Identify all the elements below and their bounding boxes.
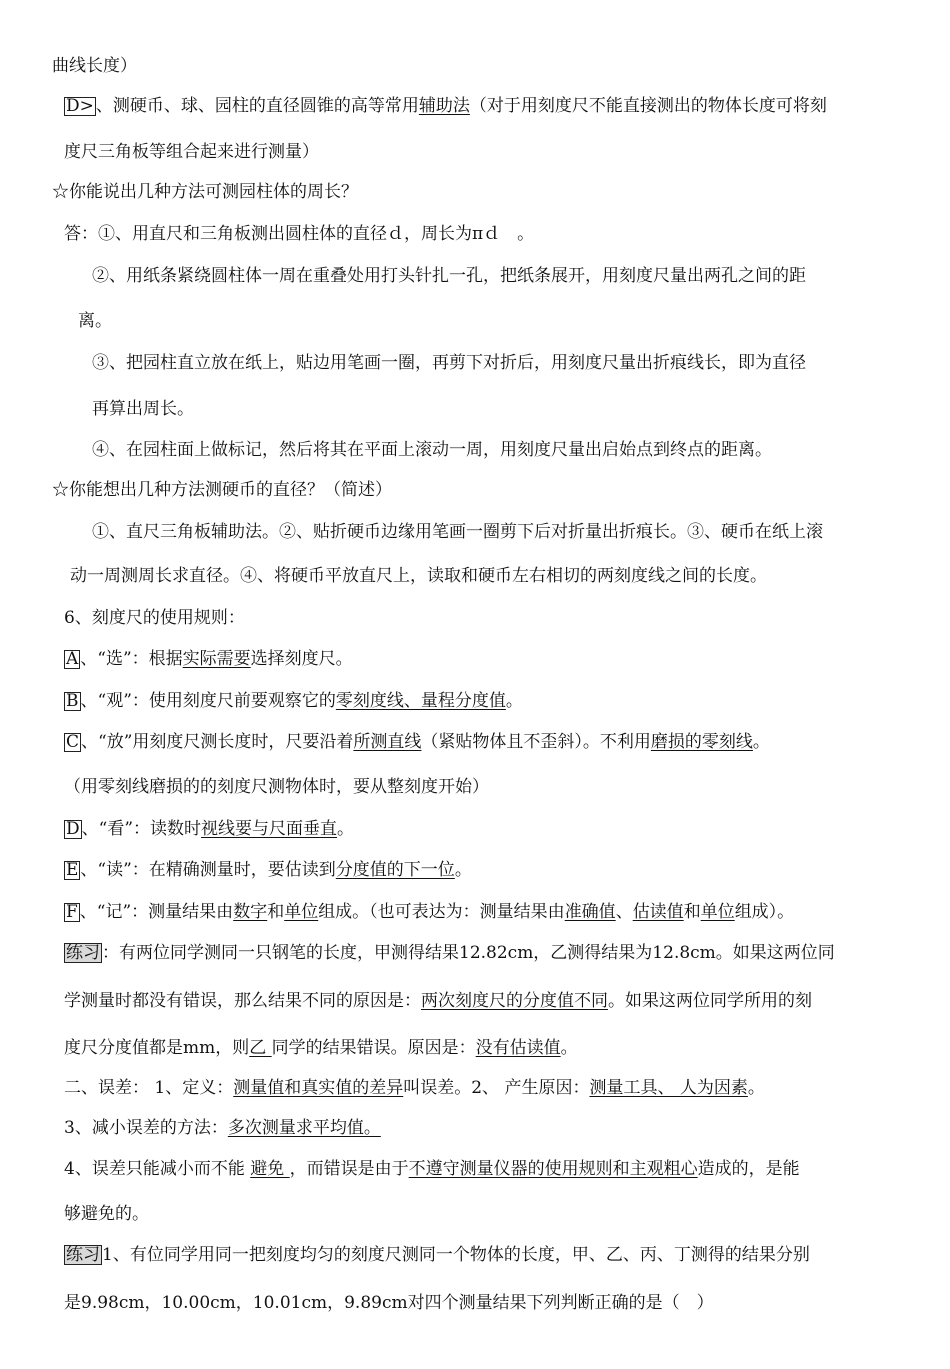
text-line: （用零刻线磨损的的刻度尺测物体时，要从整刻度开始）: [64, 777, 489, 797]
answer-underline: 测量值和真实值的差异: [233, 1078, 404, 1098]
item-marker-box: F: [66, 902, 78, 922]
answer-underline: 准确值: [564, 902, 616, 922]
answer-underline: 没有估读值: [475, 1038, 561, 1058]
exercise-label: 练习: [66, 1245, 100, 1265]
answer-underline: 多次测量求平均值。: [227, 1118, 381, 1138]
text-line: 学测量时都没有错误，那么结果不同的原因是：两次刻度尺的分度值不同。如果这两位同学所用的刻: [64, 991, 812, 1011]
text-line: D 、“看”：读数时视线要与尺面垂直。: [66, 819, 355, 839]
answer-underline: 磨损的零刻线: [650, 732, 753, 752]
question-heading: ☆你能想出几种方法测硬币的直径？（简述）: [52, 480, 392, 500]
text-line: 练习 ：有两位同学测同一只钢笔的长度，甲测得结果12.82cm，乙测得结果为12.8cm。如果这两位同: [66, 943, 835, 963]
text-line: ①、直尺三角板辅助法。②、贴折硬币边缘用笔画一圈剪下后对折量出折痕长。③、硬币在纸上滚: [92, 522, 823, 542]
text-line: 3、减小误差的方法：多次测量求平均值。: [64, 1118, 381, 1138]
section-heading: 6、刻度尺的使用规则：: [64, 608, 245, 628]
text-line: 度尺分度值都是mm，则乙 同学的结果错误。原因是：没有估读值。: [64, 1038, 578, 1058]
text-line: ②、用纸条紧绕圆柱体一周在重叠处用打头针扎一孔，把纸条展开，用刻度尺量出两孔之间的距: [92, 266, 806, 286]
item-marker-box: D: [66, 819, 80, 839]
item-marker-box: B: [66, 691, 79, 711]
text-line: F 、“记”：测量结果由数字和单位组成。（也可表达为：测量结果由准确值、估读值和单位组成）。: [66, 902, 795, 922]
answer-underline: 两次刻度尺的分度值不同: [421, 991, 608, 1011]
text-line: D> 、测硬币、球、园柱的直径圆锥的高等常用辅助法（对于用刻度尺不能直接测出的物体长度可将刻: [66, 96, 827, 116]
item-marker-box: C: [66, 732, 80, 752]
answer-underline: 所测直线: [353, 732, 422, 752]
answer-underline: 分度值的下一位: [335, 860, 455, 880]
answer-underline: 辅助法: [418, 96, 470, 116]
text-line: 练习 1、有位同学用同一把刻度均匀的刻度尺测同一个物体的长度，甲、乙、丙、丁测得的结果分别: [66, 1245, 810, 1265]
item-marker-box: D>: [66, 96, 94, 116]
text-line: 度尺三角板等组合起来进行测量）: [64, 142, 319, 162]
question-heading: ☆你能说出几种方法可测园柱体的周长？: [52, 182, 358, 202]
text-line: E 、“读”：在精确测量时，要估读到分度值的下一位。: [66, 860, 472, 880]
answer-underline: 单位: [700, 902, 735, 922]
text-line: 离。: [78, 311, 112, 331]
answer-underline: 乙: [249, 1038, 272, 1058]
text-line: 够避免的。: [64, 1204, 149, 1224]
answer-underline: 数字: [233, 902, 268, 922]
text-line: 答：①、用直尺和三角板测出圆柱体的直径ｄ，周长为πｄ 。: [64, 224, 535, 244]
text-line: 二、误差： 1、定义：测量值和真实值的差异叫误差。2、 产生原因：测量工具、 人为因素。: [64, 1078, 765, 1098]
text-line: 再算出周长。: [92, 399, 194, 419]
item-marker-box: E: [66, 860, 79, 880]
text-line: ④、在园柱面上做标记，然后将其在平面上滚动一周，用刻度尺量出启始点到终点的距离。: [92, 440, 772, 460]
text-line: B 、“观”：使用刻度尺前要观察它的零刻度线、量程分度值。: [66, 691, 523, 711]
answer-underline: 零刻度线、量程分度值: [335, 691, 506, 711]
text-line: 动一周测周长求直径。④、将硬币平放直尺上，读取和硬币左右相切的两刻度线之间的长度。: [70, 566, 767, 586]
answer-underline: 测量工具、 人为因素: [589, 1078, 748, 1098]
answer-underline: 不遵守测量仪器的使用规则和主观粗心: [408, 1159, 698, 1179]
answer-underline: 避免: [250, 1159, 290, 1179]
answer-underline: 单位: [284, 902, 319, 922]
answer-underline: 视线要与尺面垂直: [201, 819, 338, 839]
text-line: 是9.98cm，10.00cm，10.01cm，9.89cm对四个测量结果下列判断正确的是（ ）: [64, 1293, 714, 1313]
answer-underline: 实际需要: [182, 649, 251, 669]
text-line: C 、“放”用刻度尺测长度时，尺要沿着所测直线（紧贴物体且不歪斜）。不利用磨损的零刻线。: [66, 732, 770, 752]
text-line: ③、把园柱直立放在纸上，贴边用笔画一圈，再剪下对折后，用刻度尺量出折痕线长，即为直径: [92, 353, 806, 373]
answer-underline: 估读值: [632, 902, 684, 922]
exercise-label: 练习: [66, 943, 100, 963]
text-line: 曲线长度）: [52, 56, 137, 76]
item-marker-box: A: [66, 649, 79, 669]
text-line: A 、“选”：根据实际需要选择刻度尺。: [66, 649, 353, 669]
text-line: 4、误差只能减小而不能 避免 ，而错误是由于不遵守测量仪器的使用规则和主观粗心造成的，是能: [64, 1159, 800, 1179]
